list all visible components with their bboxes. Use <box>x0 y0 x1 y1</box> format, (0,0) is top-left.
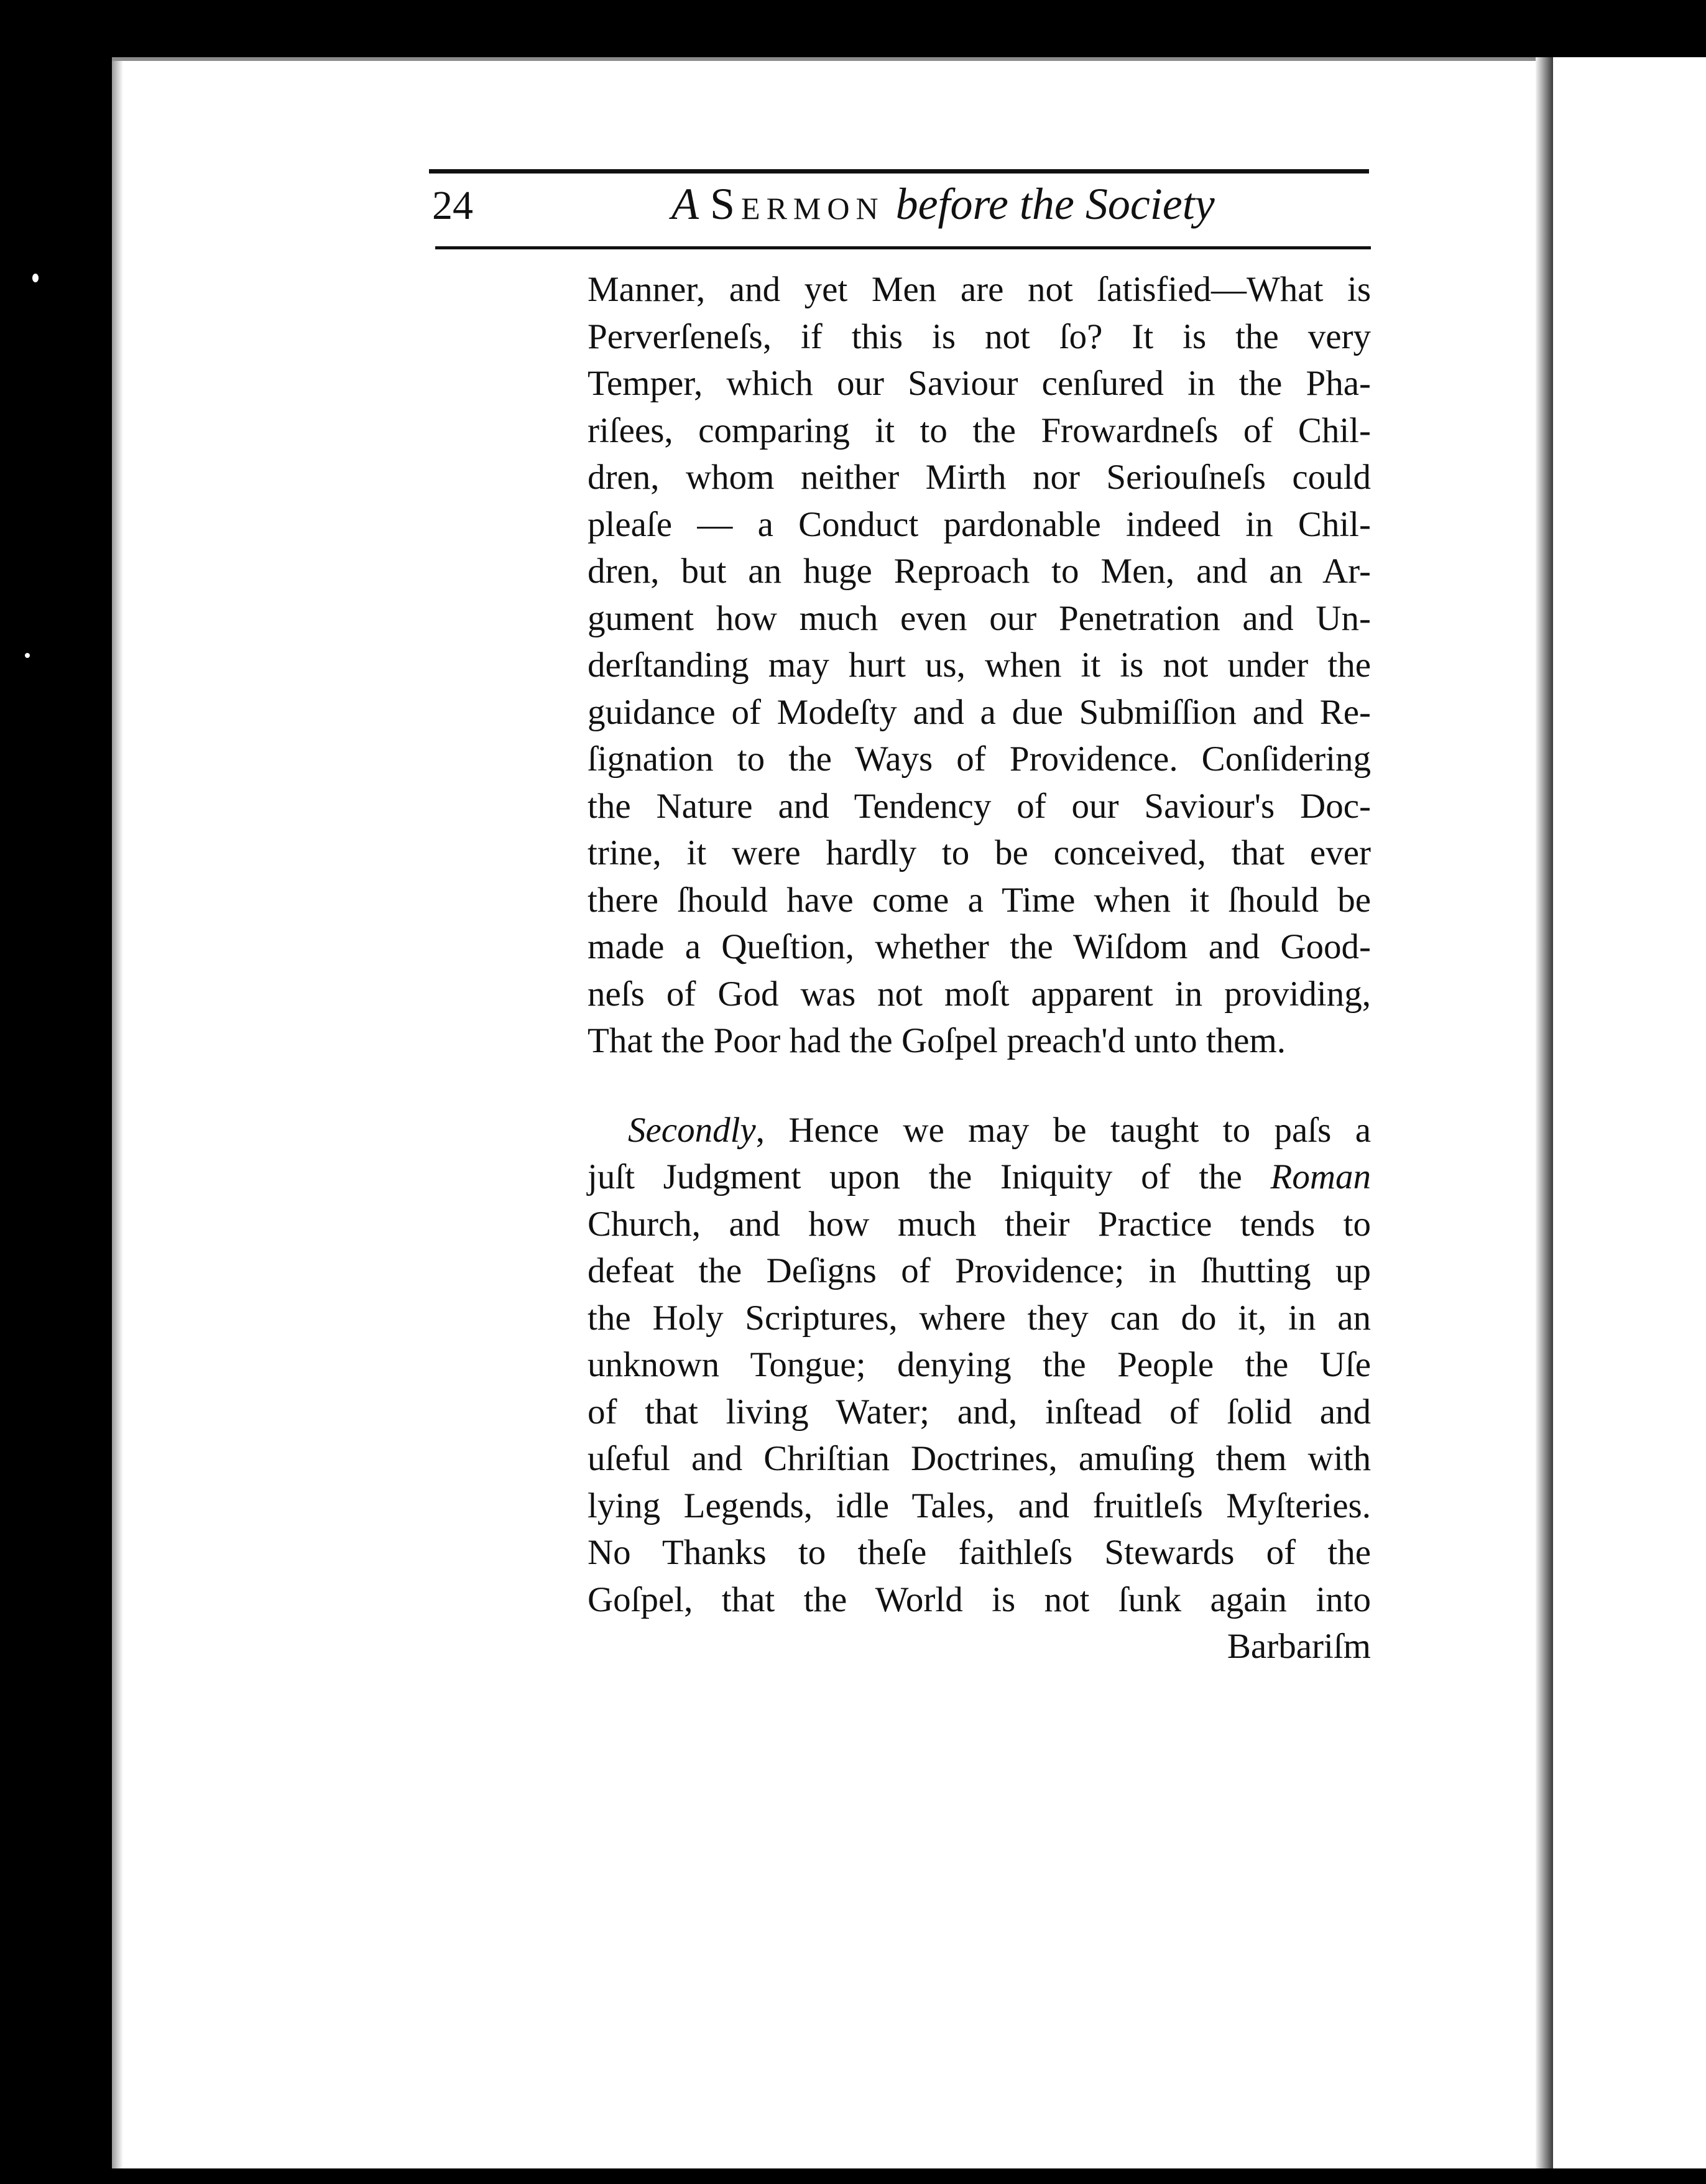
text-line: there ſhould have come a Time when it ſhould be <box>588 880 1371 920</box>
text-line: Perverſeneſs, if this is not ſo? It is the very <box>588 317 1371 356</box>
text-line: Temper, which our Saviour cenſured in the Pha- <box>588 364 1371 403</box>
scan-speck <box>25 653 30 658</box>
text-line <box>588 1154 1371 1201</box>
text-line: dren, whom neither Mirth nor Seriouſneſs could <box>588 458 1371 497</box>
running-head <box>671 179 1215 229</box>
scan-speck <box>32 274 39 282</box>
text-line: gument how much even our Penetration and Un- <box>588 598 1371 638</box>
lead-word: Secondly <box>628 1110 756 1150</box>
page-left-edge-shadow <box>112 57 123 2168</box>
text-line: trine, it were hardly to be conceived, that ever <box>588 833 1371 872</box>
line2-text: juſt Judgment upon the Iniquity of the <box>588 1157 1242 1196</box>
text-line: That the Poor had the Goſpel preach'd unto them. <box>588 1021 1286 1060</box>
first-line-rest: , Hence we may be taught to paſs a <box>755 1110 1371 1150</box>
text-line: Church, and how much their Practice tends to <box>588 1204 1371 1244</box>
running-head-prefix: A <box>671 179 699 229</box>
paragraph-gap <box>588 1065 1371 1107</box>
body-text <box>588 266 1371 1670</box>
text-line: Manner, and yet Men are not ſatisfied—What is <box>588 270 1371 309</box>
text-line: defeat the Deſigns of Providence; in ſhutting up <box>588 1251 1371 1290</box>
scan-speck <box>1219 2158 1224 2167</box>
running-head-suffix: before the Society <box>895 179 1215 229</box>
catchword: Barbariſm <box>1227 1627 1371 1666</box>
running-head-small-caps: Sermon <box>709 179 885 229</box>
text-line: riſees, comparing it to the Frowardneſs of Chil- <box>588 410 1371 450</box>
text-line: derſtanding may hurt us, when it is not under the <box>588 645 1371 685</box>
text-line: No Thanks to theſe faithleſs Stewards of the <box>588 1533 1371 1572</box>
text-line: neſs of God was not moſt apparent in providing, <box>588 974 1371 1014</box>
scan-speck <box>311 2096 320 2101</box>
text-line: the Nature and Tendency of our Saviour's Doc- <box>588 786 1371 826</box>
page-top-edge <box>112 57 1542 61</box>
text-line: unknown Tongue; denying the People the Uſe <box>588 1345 1371 1384</box>
text-line <box>588 1107 1371 1154</box>
text-line: made a Queſtion, whether the Wiſdom and Good- <box>588 927 1371 966</box>
facing-page-edge <box>1553 57 1706 2168</box>
text-line: lying Legends, idle Tales, and fruitleſs Myſteries. <box>588 1486 1371 1525</box>
book-gutter <box>1536 57 1553 2168</box>
text-line: ſignation to the Ways of Providence. Conſidering <box>588 739 1371 779</box>
text-line: pleaſe — a Conduct pardonable indeed in Chil- <box>588 504 1371 544</box>
line2-italic: Roman <box>1270 1157 1371 1196</box>
text-line: the Holy Scriptures, where they can do it, in an <box>588 1298 1371 1338</box>
text-line: Goſpel, that the World is not ſunk again into <box>588 1580 1371 1619</box>
text-line: of that living Water; and, inſtead of ſolid and <box>588 1392 1371 1432</box>
text-line: uſeful and Chriſtian Doctrines, amuſing them with <box>588 1439 1371 1478</box>
header-rule-bottom <box>435 246 1371 249</box>
header-rule-top <box>429 169 1369 174</box>
page-number: 24 <box>432 183 473 228</box>
text-line: guidance of Modeſty and a due Submiſſion and Re- <box>588 692 1371 732</box>
text-line: dren, but an huge Reproach to Men, and an Ar- <box>588 552 1371 591</box>
